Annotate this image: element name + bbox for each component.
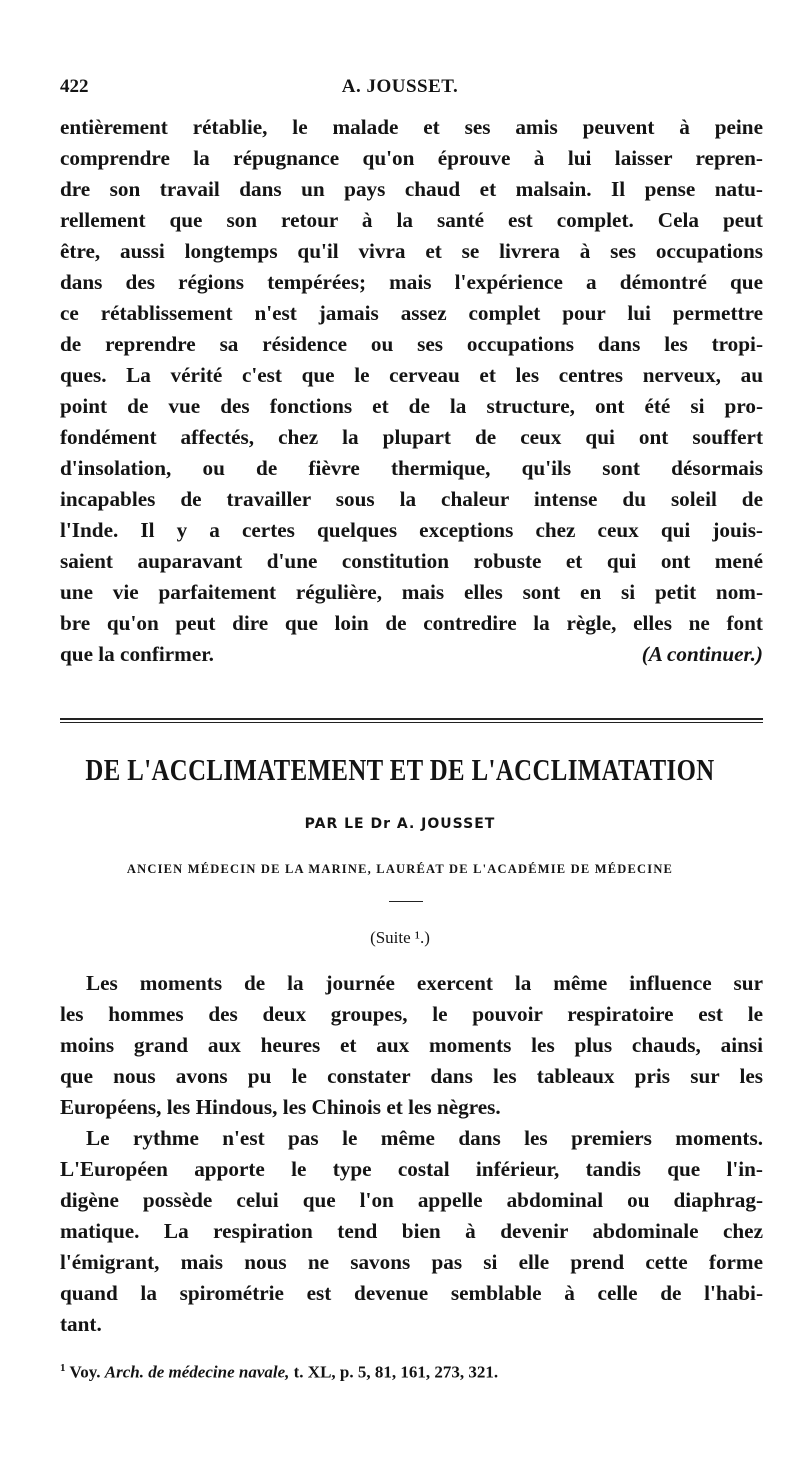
- text-line: rellement que son retour à la santé est complet. Cela peut: [60, 208, 763, 232]
- section-divider: [60, 718, 763, 720]
- text-line: L'Européen apporte le type costal inférieur, tandis que l'in-: [60, 1157, 763, 1181]
- short-divider: [389, 901, 423, 902]
- text-line: l'Inde. Il y a certes quelques exceptions chez ceux qui jouis-: [60, 518, 763, 542]
- continuation-note: (Suite ¹.): [370, 928, 430, 947]
- text-line: comprendre la répugnance qu'on éprouve à lui laisser repren-: [60, 146, 763, 170]
- page-header: [0, 76, 800, 100]
- author-credentials: ANCIEN MÉDECIN DE LA MARINE, LAURÉAT DE L'ACADÉMIE DE MÉDECINE: [126, 862, 674, 876]
- footnote-marker: 1: [60, 1362, 66, 1374]
- text-line: point de vue des fonctions et de la structure, ont été si pro-: [60, 394, 763, 418]
- text-line: dans des régions tempérées; mais l'expérience a démontré que: [60, 270, 763, 294]
- running-head: A. JOUSSET.: [341, 76, 459, 97]
- text-line: saient auparavant d'une constitution robuste et qui ont mené: [60, 549, 763, 573]
- text-line-content: que la confirmer.: [60, 642, 214, 666]
- to-be-continued-note: (A continuer.): [641, 642, 763, 666]
- text-line: Européens, les Hindous, les Chinois et les nègres.: [60, 1095, 501, 1119]
- text-line: être, aussi longtemps qu'il vivra et se livrera à ses occupations: [60, 239, 763, 263]
- text-line: l'émigrant, mais nous ne savons pas si elle prend cette forme: [60, 1250, 763, 1274]
- text-line: ques. La vérité c'est que le cerveau et les centres nerveux, au: [60, 363, 763, 387]
- text-line: moins grand aux heures et aux moments les plus chauds, ainsi: [60, 1033, 763, 1057]
- text-line: une vie parfaitement régulière, mais elles sont en si petit nom-: [60, 580, 763, 604]
- article-title: DE L'ACCLIMATEMENT ET DE L'ACCLIMATATION: [85, 752, 715, 787]
- footnote-prefix: Voy.: [69, 1362, 101, 1382]
- text-line: ce rétablissement n'est jamais assez complet pour lui permettre: [60, 301, 763, 325]
- text-line: entièrement rétablie, le malade et ses amis peuvent à peine: [60, 115, 763, 139]
- page-number: 422: [60, 76, 89, 97]
- text-line: quand la spirométrie est devenue semblable à celle de l'habi-: [60, 1281, 763, 1305]
- article-byline: PAR LE Dr A. JOUSSET: [304, 816, 496, 832]
- text-line: Le rythme n'est pas le même dans les premiers moments.: [86, 1126, 763, 1150]
- footnote-reference: t. XL, p. 5, 81, 161, 273, 321.: [293, 1362, 499, 1382]
- text-line: Les moments de la journée exercent la même influence sur: [86, 971, 763, 995]
- text-line: d'insolation, ou de fièvre thermique, qu'ils sont désormais: [60, 456, 763, 480]
- text-line: incapables de travailler sous la chaleur intense du soleil de: [60, 487, 763, 511]
- text-line: fondément affectés, chez la plupart de ceux qui ont souffert: [60, 425, 763, 449]
- text-line: tant.: [60, 1312, 102, 1336]
- article-body: [60, 968, 763, 1340]
- text-line: matique. La respiration tend bien à devenir abdominale chez: [60, 1219, 763, 1243]
- text-line: dre son travail dans un pays chaud et malsain. Il pense natu-: [60, 177, 763, 201]
- text-line: de reprendre sa résidence ou ses occupations dans les tropi-: [60, 332, 763, 356]
- text-line: digène possède celui que l'on appelle abdominal ou diaphrag-: [60, 1188, 763, 1212]
- footnote: [60, 1362, 763, 1383]
- text-line: que nous avons pu le constater dans les tableaux pris sur les: [60, 1064, 763, 1088]
- section-divider-thin: [60, 722, 763, 723]
- text-line-final: [60, 639, 763, 670]
- text-line: les hommes des deux groupes, le pouvoir respiratoire est le: [60, 1002, 763, 1026]
- paragraph-continued: [60, 112, 763, 670]
- footnote-journal: Arch. de médecine navale,: [104, 1362, 290, 1382]
- text-line: bre qu'on peut dire que loin de contredire la règle, elles ne font: [60, 611, 763, 635]
